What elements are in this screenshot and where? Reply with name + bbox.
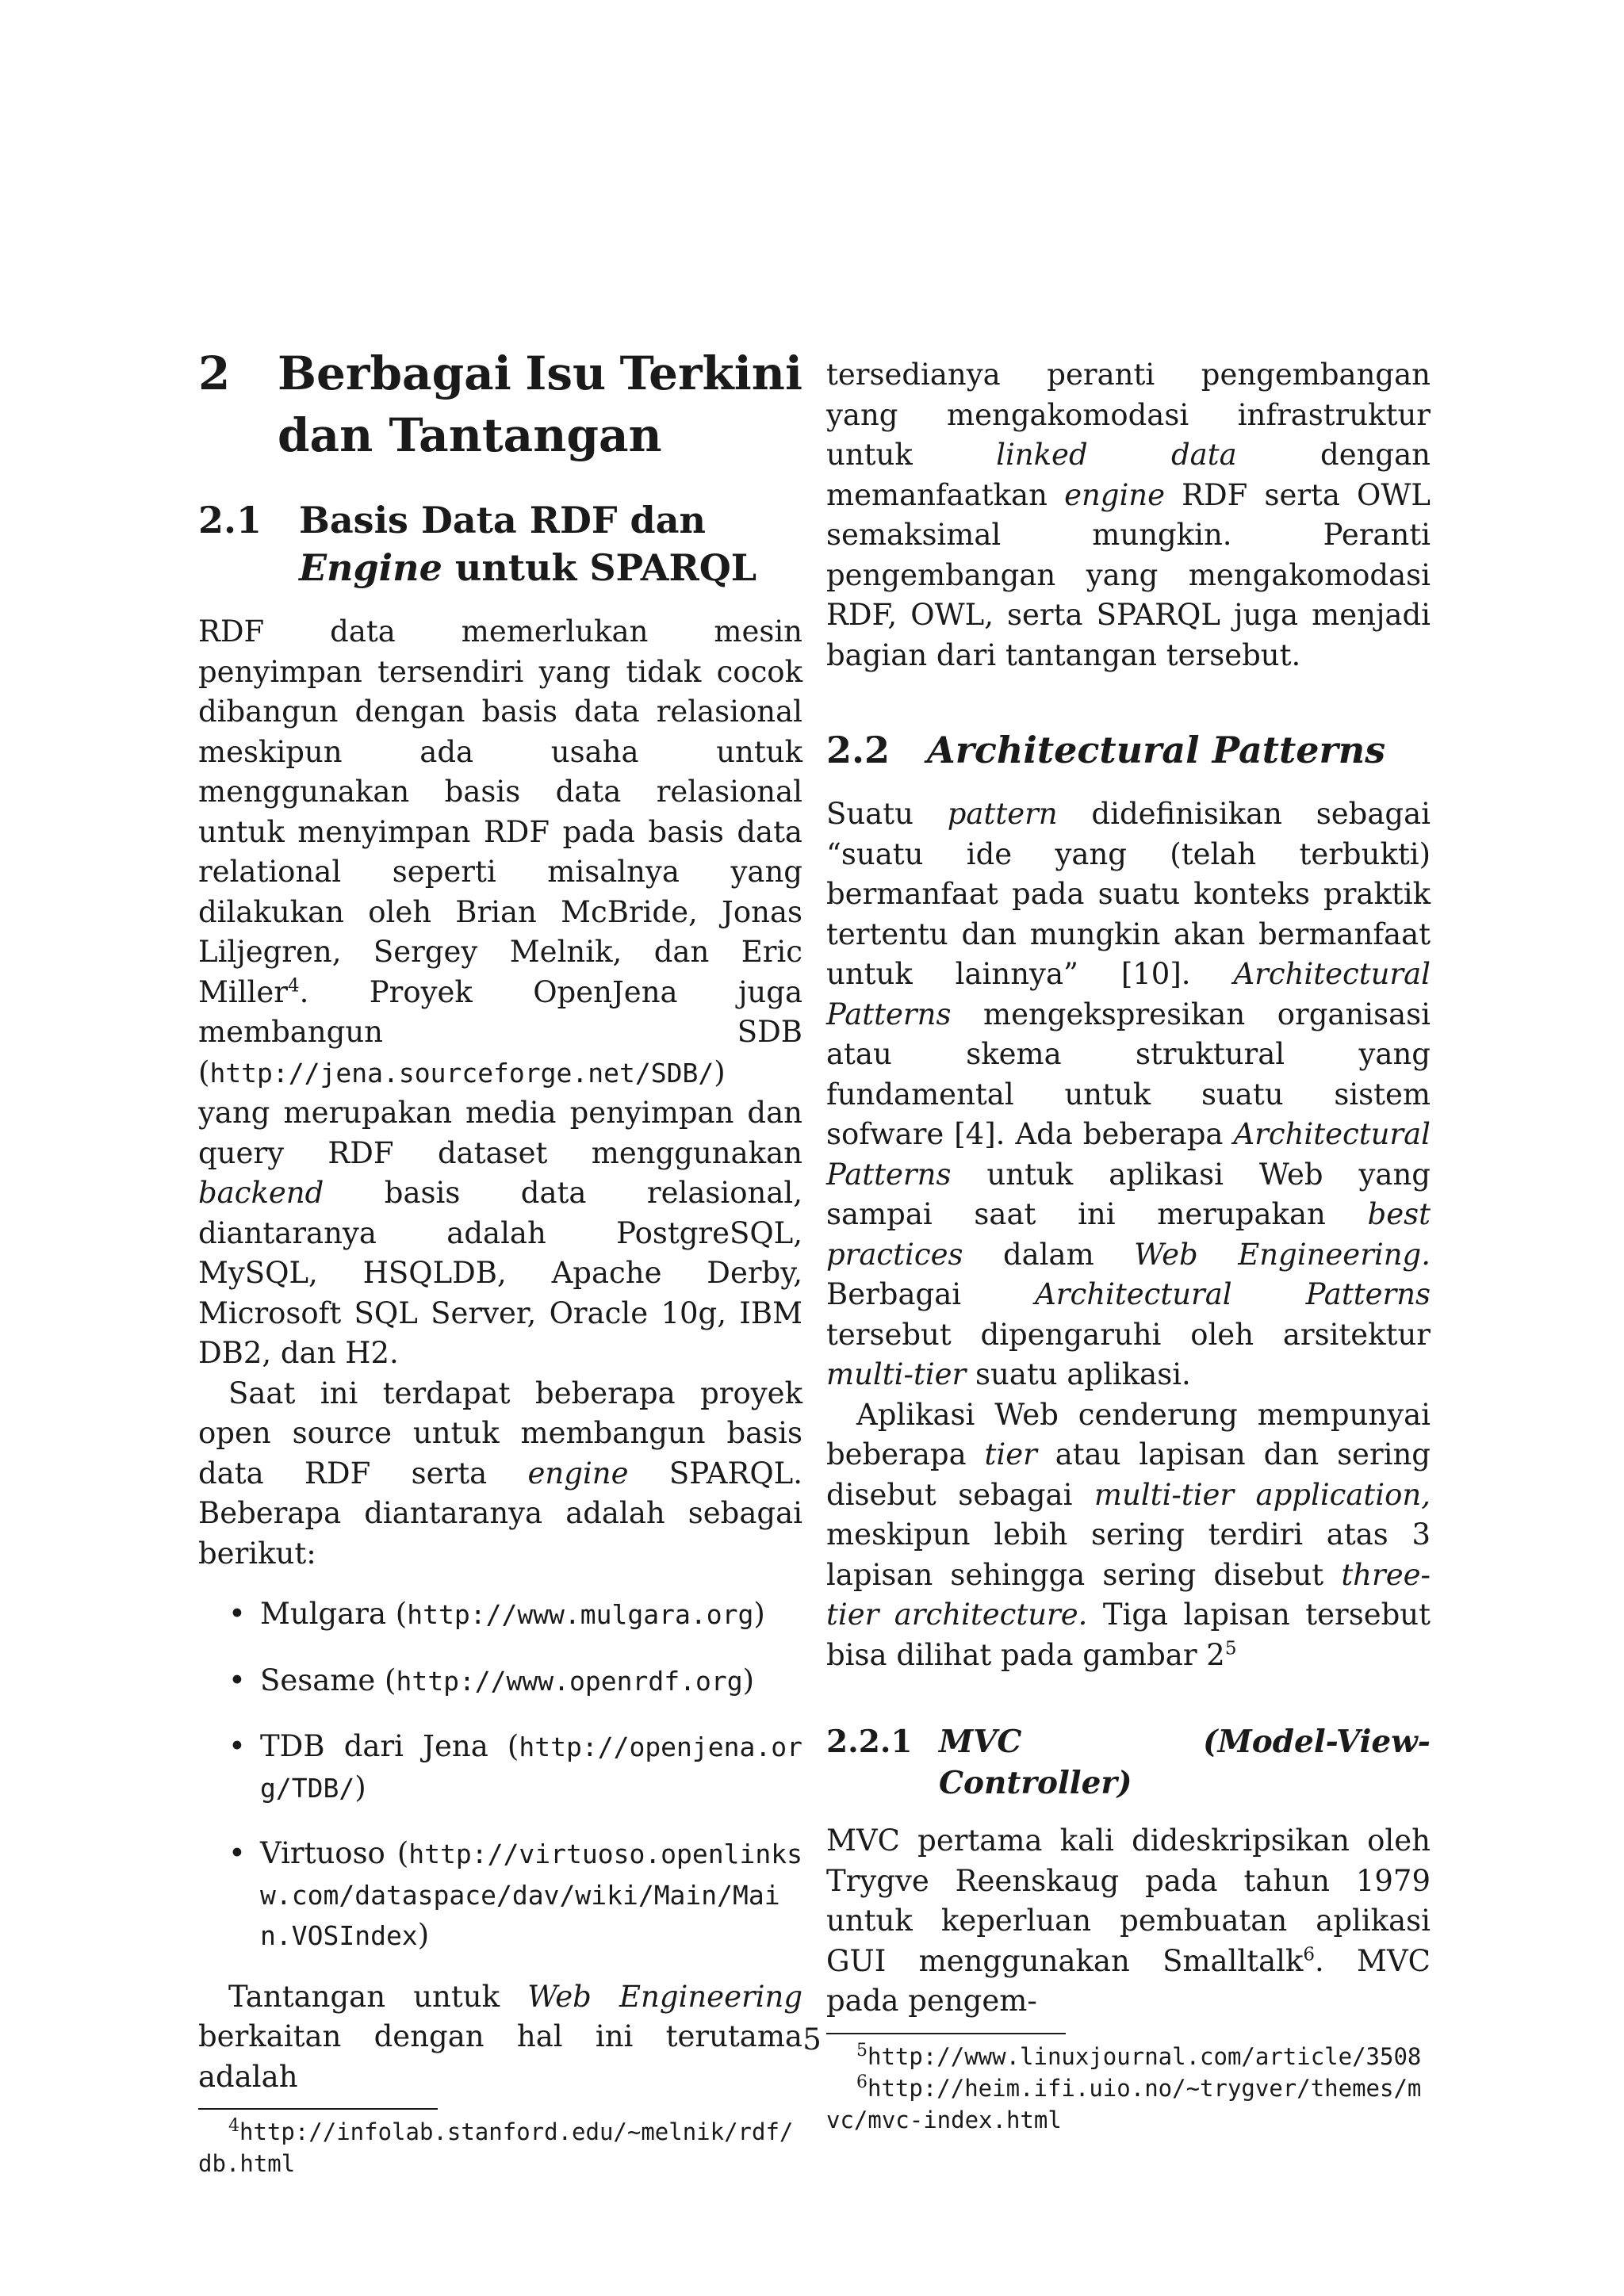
section-title-word: MVC bbox=[939, 1724, 1022, 1760]
list-item: • Mulgara (http://www.mulgara.org) bbox=[198, 1594, 802, 1636]
section-title-word: Terkini bbox=[619, 346, 802, 400]
section-2-1-heading bbox=[198, 496, 802, 591]
section-number: 2 bbox=[198, 346, 231, 400]
url-link[interactable]: http://www.linuxjournal.com/article/3508 bbox=[868, 2042, 1422, 2070]
url-link[interactable]: http://openjena.org/TDB/ bbox=[260, 1732, 802, 1804]
list-item: • TDB dari Jena (http://openjena.org/TDB/) bbox=[198, 1727, 802, 1808]
footnote-rule bbox=[198, 2108, 438, 2110]
section-title-rest: Controller) bbox=[939, 1765, 1132, 1801]
footnote-ref[interactable]: 4 bbox=[287, 975, 300, 997]
bullet: • bbox=[228, 1836, 246, 1870]
left-column bbox=[198, 342, 802, 2179]
url-link[interactable]: http://infolab.stanford.edu/~melnik/rdf/db.html bbox=[198, 2118, 794, 2177]
bullet: • bbox=[228, 1663, 246, 1697]
footnote-6: $^6$http://heim.ifi.uio.no/~trygver/themes/mvc/mvc-index.html bbox=[826, 2072, 1422, 2133]
paragraph: RDF data memerlukan mesin penyimpan tersendiri yang tidak cocok dibangun dengan basis data relasional meskipun ada usaha untuk menggunakan basis data relasional untuk menyimpan RDF pada basis data relational seperti misalnya yang dilakukan oleh Brian McBride, Jonas Liljegren, Sergey Melnik, dan Eric Miller$^4$. Proyek OpenJena juga membangun SDB (http://jena.sourceforge.net/SDB/) yang merupakan media penyimpan dan query RDF dataset menggunakan backend basis data relasional, diantaranya adalah PostgreSQL, MySQL, HSQLDB, Apache Derby, Microsoft SQL Server, Oracle 10g, IBM DB2, dan H2. bbox=[198, 614, 802, 1370]
bullet: • bbox=[228, 1597, 246, 1631]
footnote-4: $^4$http://infolab.stanford.edu/~melnik/rdf/db.html bbox=[198, 2116, 794, 2177]
url-link[interactable]: http://virtuoso.openlinksw.com/dataspace/dav/wiki/Main/Main.VOSIndex bbox=[260, 1839, 802, 1951]
url-link[interactable]: http://jena.sourceforge.net/SDB/ bbox=[209, 1057, 714, 1089]
paragraph: Aplikasi Web cenderung mempunyai beberapa tier atau lapisan dan sering disebut sebagai multi-tier application, meskipun lebih sering terdiri atas 3 lapisan sehingga sering disebut three-tier architecture. Tiga lapisan tersebut bisa dilihat pada gambar $2^5$ bbox=[826, 1397, 1431, 1672]
section-number: 2.2.1 bbox=[826, 1724, 913, 1760]
section-title-word: (Model-View- bbox=[1203, 1724, 1431, 1760]
list-item: • Sesame (http://www.openrdf.org) bbox=[198, 1661, 802, 1702]
footnote-5: $^5$http://www.linuxjournal.com/article/3508 bbox=[856, 2040, 1422, 2070]
section-title: Basis Data RDF dan Engine untuk SPARQL bbox=[299, 499, 757, 589]
section-title: Architectural Patterns bbox=[927, 729, 1386, 771]
paragraph: tersedianya peranti pengembangan yang mengakomodasi infrastruktur untuk linked data dengan memanfaatkan engine RDF serta OWL semaksimal mungkin. Peranti pengembangan yang mengakomodasi RDF, OWL, serta SPARQL juga menjadi bagian dari tantangan tersebut. bbox=[826, 358, 1431, 672]
url-link[interactable]: http://www.mulgara.org bbox=[407, 1599, 754, 1630]
list-item: • Virtuoso (http://virtuoso.openlinksw.com/dataspace/dav/wiki/Main/Main.VOSIndex) bbox=[198, 1834, 802, 1957]
section-number: 2.2 bbox=[826, 729, 891, 771]
right-column bbox=[826, 355, 1431, 2136]
rdf-store-list bbox=[198, 1594, 802, 1957]
paragraph: Tantangan untuk Web Engineering berkaitan dengan hal ini terutama adalah bbox=[198, 1979, 803, 2094]
paragraph: Saat ini terdapat beberapa proyek open source untuk membangun basis data RDF serta engine SPARQL. Beberapa diantaranya adalah sebagai berikut: bbox=[198, 1376, 802, 1571]
footnote-ref[interactable]: 5 bbox=[1224, 1638, 1237, 1659]
section-title-word: Berbagai bbox=[278, 346, 511, 400]
section-2-2-heading bbox=[826, 726, 1431, 774]
paragraph: Suatu pattern didefinisikan sebagai “suatu ide yang (telah terbukti) bermanfaat pada suatu konteks praktik tertentu dan mungkin akan bermanfaat untuk lainnya” [10]. Architectural Patterns mengekspresikan organisasi atau skema struktural yang fundamental untuk suatu sistem sofware [4]. Ada beberapa Architectural Patterns untuk aplikasi Web yang sampai saat ini merupakan best practices dalam Web Engineering. Berbagai Architectural Patterns tersebut dipengaruhi oleh arsitektur multi-tier suatu aplikasi. bbox=[826, 797, 1431, 1391]
section-title-rest: dan Tantangan bbox=[278, 408, 662, 462]
section-2-2-1-heading bbox=[826, 1721, 1431, 1804]
paragraph: MVC pertama kali dideskripsikan oleh Trygve Reenskaug pada tahun 1979 untuk keperluan pembuatan aplikasi GUI menggunakan Smalltalk$^6$. MVC pada pengem- bbox=[826, 1823, 1431, 2018]
page-number: 5 bbox=[802, 2022, 822, 2057]
url-link[interactable]: http://www.openrdf.org bbox=[396, 1665, 743, 1697]
section-title-word: Isu bbox=[525, 346, 607, 400]
footnote-ref[interactable]: 6 bbox=[1303, 1944, 1316, 1965]
section-number: 2.1 bbox=[198, 499, 262, 541]
section-2-heading bbox=[198, 342, 802, 466]
url-link[interactable]: http://heim.ifi.uio.no/~trygver/themes/mvc/mvc-index.html bbox=[826, 2074, 1422, 2133]
bullet: • bbox=[228, 1729, 246, 1763]
